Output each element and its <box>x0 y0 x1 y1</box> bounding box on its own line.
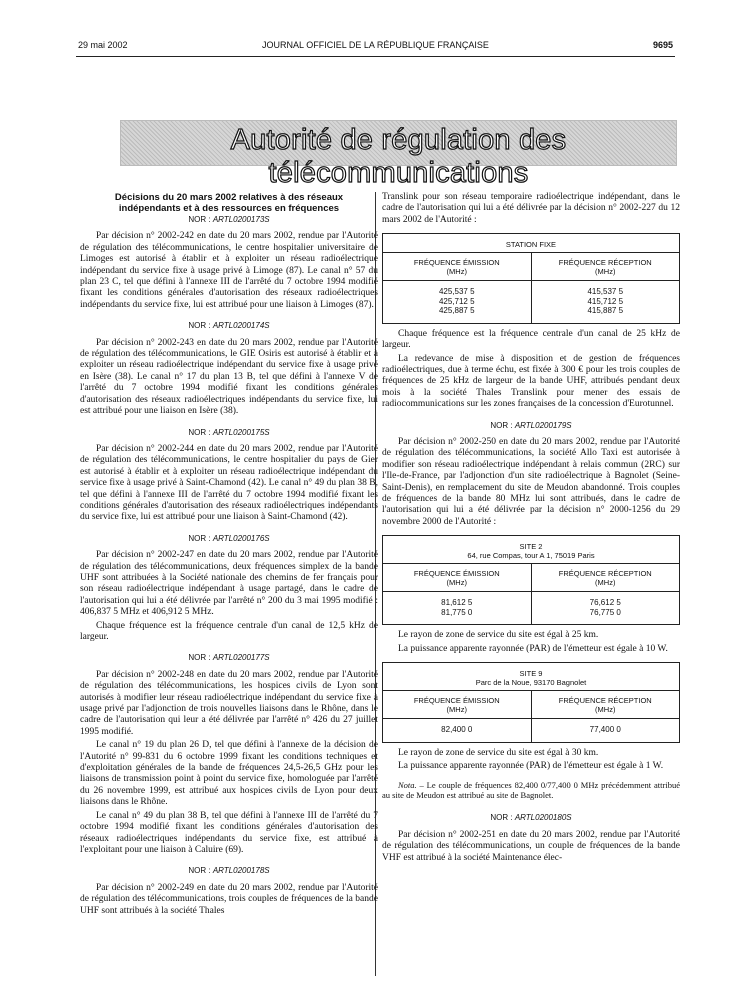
decision-paragraph: Le rayon de zone de service du site est égal à 30 km. <box>398 747 599 758</box>
reception-values: 77,400 0 <box>531 719 680 743</box>
nor-reference: NOR : ARTL0200179S <box>490 420 572 430</box>
nor-reference: NOR : ARTL0200176S <box>188 533 270 543</box>
decision-paragraph: Le rayon de zone de service du site est égal à 25 km. <box>398 630 599 641</box>
decision-paragraph: Par décision n° 2002-250 en date du 20 mars 2002, rendue par l'Autorité de régulation des télécommunications, la société Allo Taxi est autorisée à modifier son réseau radioélectrique indépendant à relais commun (2RC) sur l'Ile-de-France, par l'adjonction d'un site radioélectrique à Bagnolet (Seine-Saint-Denis), en remplacement du site de Meudon abandonné. Trois couples de fréquences de la bande 80 MHz lui sont attribués, dans le cadre de l'autorisation qui lui a été délivrée par la décision n° 2000-1256 du 29 novembre 2000 de l'Autorité : <box>382 436 680 527</box>
emission-values: 425,537 5 425,712 5 425,887 5 <box>383 281 532 324</box>
table-caption: STATION FIXE <box>383 234 680 253</box>
section-banner <box>120 120 677 189</box>
header-date: 29 mai 2002 <box>78 40 128 50</box>
nor-code: ARTL0200179S <box>514 420 572 430</box>
decision-paragraph: Chaque fréquence est la fréquence centrale d'un canal de 25 kHz de largeur. <box>382 328 680 351</box>
column-header-emission: FRÉQUENCE ÉMISSION (MHz) <box>383 253 532 281</box>
header-page-number: 9695 <box>652 40 673 50</box>
decision-paragraph: Par décision n° 2002-248 en date du 20 mars 2002, rendue par l'Autorité de régulation des télécommunications, les hospices civils de Lyon sont autorisés à modifier leur réseau radioélectrique indépendant du service fixe à usage privé par l'adjonction de trois nouvelles liaisons dans le Rhône, dans le cadre de l'autorisation qui leur a été délivrée par l'arrêté n° 426 du 27 juillet 1995 modifié. <box>80 669 378 737</box>
nor-code: ARTL0200176S <box>212 533 270 543</box>
nor-code: ARTL0200177S <box>212 653 270 663</box>
column-header-emission: FRÉQUENCE ÉMISSION (MHz) <box>383 564 532 592</box>
frequency-table-site-9 <box>382 662 680 743</box>
decision-paragraph: Le canal n° 19 du plan 26 D, tel que défini à l'annexe de la décision de l'Autorité n° 99-831 du 6 octobre 1999 fixant les conditions techniques et d'exploitation générales de la bande de fréquences 24,5-26,5 GHz pour les liaisons de transmission point à point du service fixe, homologuée par l'arrêté du 26 novembre 1999, est attribué aux hospices civils de Lyon pour deux liaisons dans le Rhône. <box>80 740 378 808</box>
decision-paragraph: Chaque fréquence est la fréquence centrale d'un canal de 12,5 kHz de largeur. <box>80 620 378 642</box>
nor-code: ARTL0200180S <box>514 813 572 823</box>
nor-reference: NOR : ARTL0200174S <box>188 321 270 331</box>
column-header-reception: FRÉQUENCE RÉCEPTION (MHz) <box>531 564 680 592</box>
left-column <box>80 192 378 919</box>
decision-paragraph: Par décision n° 2002-242 en date du 20 mars 2002, rendue par l'Autorité de régulation des télécommunications, le centre hospitalier universitaire de Limoges est autorisé à établir et à exploiter un réseau radioélectrique indépendant du service fixe à usage privé à Limoge (87). Le canal n° 57 du plan 23 C, tel que défini à l'annexe III de l'arrêté du 7 octobre 1994 modifié fixant les conditions générales d'autorisation des réseaux radioélectriques indépendants du service fixe, lui est attribué pour une liaison à Limoges (87). <box>80 231 378 310</box>
header-journal-title: JOURNAL OFFICIEL DE LA RÉPUBLIQUE FRANÇAISE <box>262 40 489 50</box>
nota-note <box>382 780 680 800</box>
frequency-table-site-2 <box>382 535 680 625</box>
column-header-reception: FRÉQUENCE RÉCEPTION (MHz) <box>531 691 680 719</box>
decision-paragraph: Par décision n° 2002-247 en date du 20 mars 2002, rendue par l'Autorité de régulation des télécommunications, deux fréquences simplex de la bande UHF sont attribuées à la Société nationale des chemins de fer français pour son réseau radioélectrique indépendant à usage partagé, dans le cadre de l'autorisation qui lui a été délivrée par l'arrêté n° 200 du 3 mai 1995 modifié : 406,837 5 MHz et 406,912 5 MHz. <box>80 550 378 618</box>
decision-paragraph: Par décision n° 2002-243 en date du 20 mars 2002, rendue par l'Autorité de régulation des télécommunications, le GIE Osiris est autorisé à établir et à exploiter un réseau radioélectrique indépendant du service fixe à usage privé en Isère (38). Le canal n° 17 du plan 13 B, tel que défini à l'annexe V de l'arrêté du 7 octobre 1994 modifié fixant les conditions générales d'autorisation des réseaux radioélectriques indépendants du service fixe, lui est attribué pour une liaison en Isère (38). <box>80 337 378 417</box>
nor-code: ARTL0200178S <box>212 866 270 876</box>
nor-reference: NOR : ARTL0200175S <box>188 427 270 437</box>
reception-values: 415,537 5 415,712 5 415,887 5 <box>531 281 680 324</box>
decisions-title-line1: Décisions du 20 mars 2002 relatives à des réseaux <box>114 192 344 203</box>
nor-reference: NOR : ARTL0200177S <box>188 653 270 663</box>
nor-code: ARTL0200174S <box>212 321 270 331</box>
column-header-emission: FRÉQUENCE ÉMISSION (MHz) <box>383 691 532 719</box>
decision-paragraph: La puissance apparente rayonnée (PAR) de l'émetteur est égale à 1 W. <box>398 760 664 771</box>
nor-code: ARTL0200173S <box>212 215 270 224</box>
nor-code: ARTL0200175S <box>212 427 270 437</box>
emission-values: 81,612 5 81,775 0 <box>383 592 532 625</box>
reception-values: 76,612 5 76,775 0 <box>531 592 680 625</box>
decisions-title-line2: indépendants et à des ressources en fréquences <box>118 203 340 214</box>
page-header <box>78 40 673 54</box>
emission-values: 82,400 0 <box>383 719 532 743</box>
decision-paragraph: Le canal n° 49 du plan 38 B, tel que défini à l'annexe III de l'arrêté du 7 octobre 1994 modifié fixant les conditions générales d'autorisation des réseaux radioélectriques indépendants du service fixe, est attribué à l'exploitant pour une liaison à Caluire (69). <box>80 810 378 855</box>
decision-paragraph: Par décision n° 2002-244 en date du 20 mars 2002, rendue par l'Autorité de régulation des télécommunications, le centre hospitalier du pays de Gier est autorisé à établir et à exploiter un réseau radioélectrique indépendant du service fixe à usage privé à Saint-Chamond (42). Le canal n° 49 du plan 38 B, tel que défini à l'annexe III de l'arrêté du 7 octobre 1994 modifié fixant les conditions générales d'autorisation des réseaux radioélectriques indépendants du service fixe, lui est attribué pour une liaison à Saint-Chamond (42). <box>80 443 378 523</box>
table-caption: SITE 9 Parc de la Noue, 93170 Bagnolet <box>383 663 680 691</box>
header-rule <box>76 56 675 57</box>
decision-paragraph: Par décision n° 2002-251 en date du 20 mars 2002, rendue par l'Autorité de régulation des télécommunications, un couple de fréquences de la bande VHF est attribué à la société Maintenance élec- <box>382 829 680 863</box>
decision-paragraph: Translink pour son réseau temporaire radioélectrique indépendant, dans le cadre de l'autorisation qui lui a été délivrée par la décision n° 2002-227 du 12 mars 2002 de l'Autorité : <box>382 192 680 225</box>
nor-label: NOR : <box>188 215 211 224</box>
right-column <box>382 192 680 866</box>
column-header-reception: FRÉQUENCE RÉCEPTION (MHz) <box>531 253 680 281</box>
table-caption: SITE 2 64, rue Compas, tour A 1, 75019 Paris <box>383 536 680 564</box>
nor-reference: NOR : ARTL0200178S <box>188 866 270 876</box>
decisions-title <box>80 192 378 214</box>
nor-reference: NOR : ARTL0200180S <box>490 813 572 823</box>
decision-paragraph: Par décision n° 2002-249 en date du 20 mars 2002, rendue par l'Autorité de régulation des télécommunications, trois couples de fréquences de la bande UHF sont attribués à la société Thales <box>80 882 378 916</box>
decision-paragraph: La puissance apparente rayonnée (PAR) de l'émetteur est égale à 10 W. <box>398 643 668 654</box>
section-banner-title: Autorité de régulation des télécommunications <box>230 124 567 189</box>
decision-paragraph: La redevance de mise à disposition et de gestion de fréquences radioélectriques, due à terme échu, est fixée à 300 € pour les trois couples de fréquences de 25 kHz de largeur de la bande UHF, attribués pendant deux mois à la société Thales Translink pour mener des essais de radiocommunications sur les zones françaises de la concession d'Eurotunnel. <box>382 353 680 410</box>
nota-label: Nota. <box>398 780 417 791</box>
nor-reference <box>80 214 378 225</box>
nota-text: – Le couple de fréquences 82,400 0/77,400 0 MHz précédemment attribué au site de Meudon est attribué au site de Bagnolet. <box>382 780 680 801</box>
frequency-table-station-fixe <box>382 233 680 324</box>
